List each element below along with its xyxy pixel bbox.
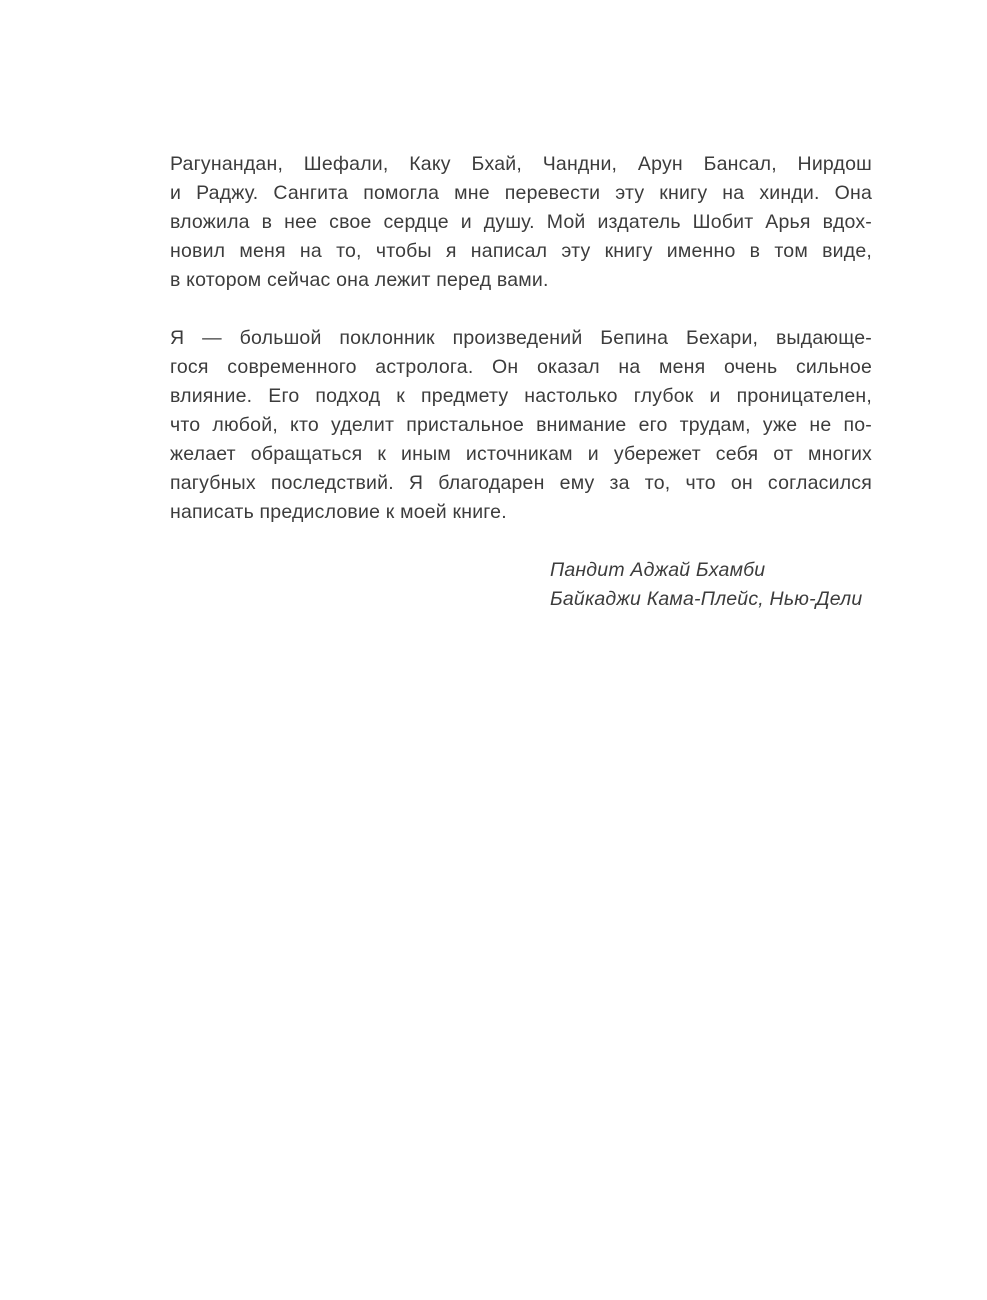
text-line: желает обращаться к иным источникам и убережет себя от многих: [170, 443, 872, 465]
text-line: пагубных последствий. Я благодарен ему за то, что он согласился: [170, 472, 872, 494]
author-signature: [550, 556, 872, 614]
signature-address: Байкаджи Кама-Плейс, Нью-Дели: [550, 588, 863, 610]
text-line: написать предисловие к моей книге.: [170, 501, 507, 523]
text-line: гося современного астролога. Он оказал на меня очень сильное: [170, 356, 872, 378]
text-line: вложила в нее свое сердце и душу. Мой издатель Шобит Арья вдох-: [170, 211, 872, 233]
text-line: Я — большой поклонник произведений Бепина Бехари, выдающе-: [170, 327, 872, 349]
text-block: [170, 150, 872, 614]
text-line: что любой, кто уделит пристальное внимание его трудам, уже не по-: [170, 414, 872, 436]
text-line: новил меня на то, чтобы я написал эту книгу именно в том виде,: [170, 240, 872, 262]
paragraph: [170, 324, 872, 527]
text-line: Рагунандан, Шефали, Каку Бхай, Чандни, Арун Бансал, Нирдош: [170, 153, 872, 175]
paragraph: [170, 150, 872, 295]
text-line: влияние. Его подход к предмету настолько глубок и проницателен,: [170, 385, 872, 407]
text-line: и Раджу. Сангита помогла мне перевести эту книгу на хинди. Она: [170, 182, 872, 204]
text-line: в котором сейчас она лежит перед вами.: [170, 269, 549, 291]
signature-name: Пандит Аджай Бхамби: [550, 559, 766, 581]
